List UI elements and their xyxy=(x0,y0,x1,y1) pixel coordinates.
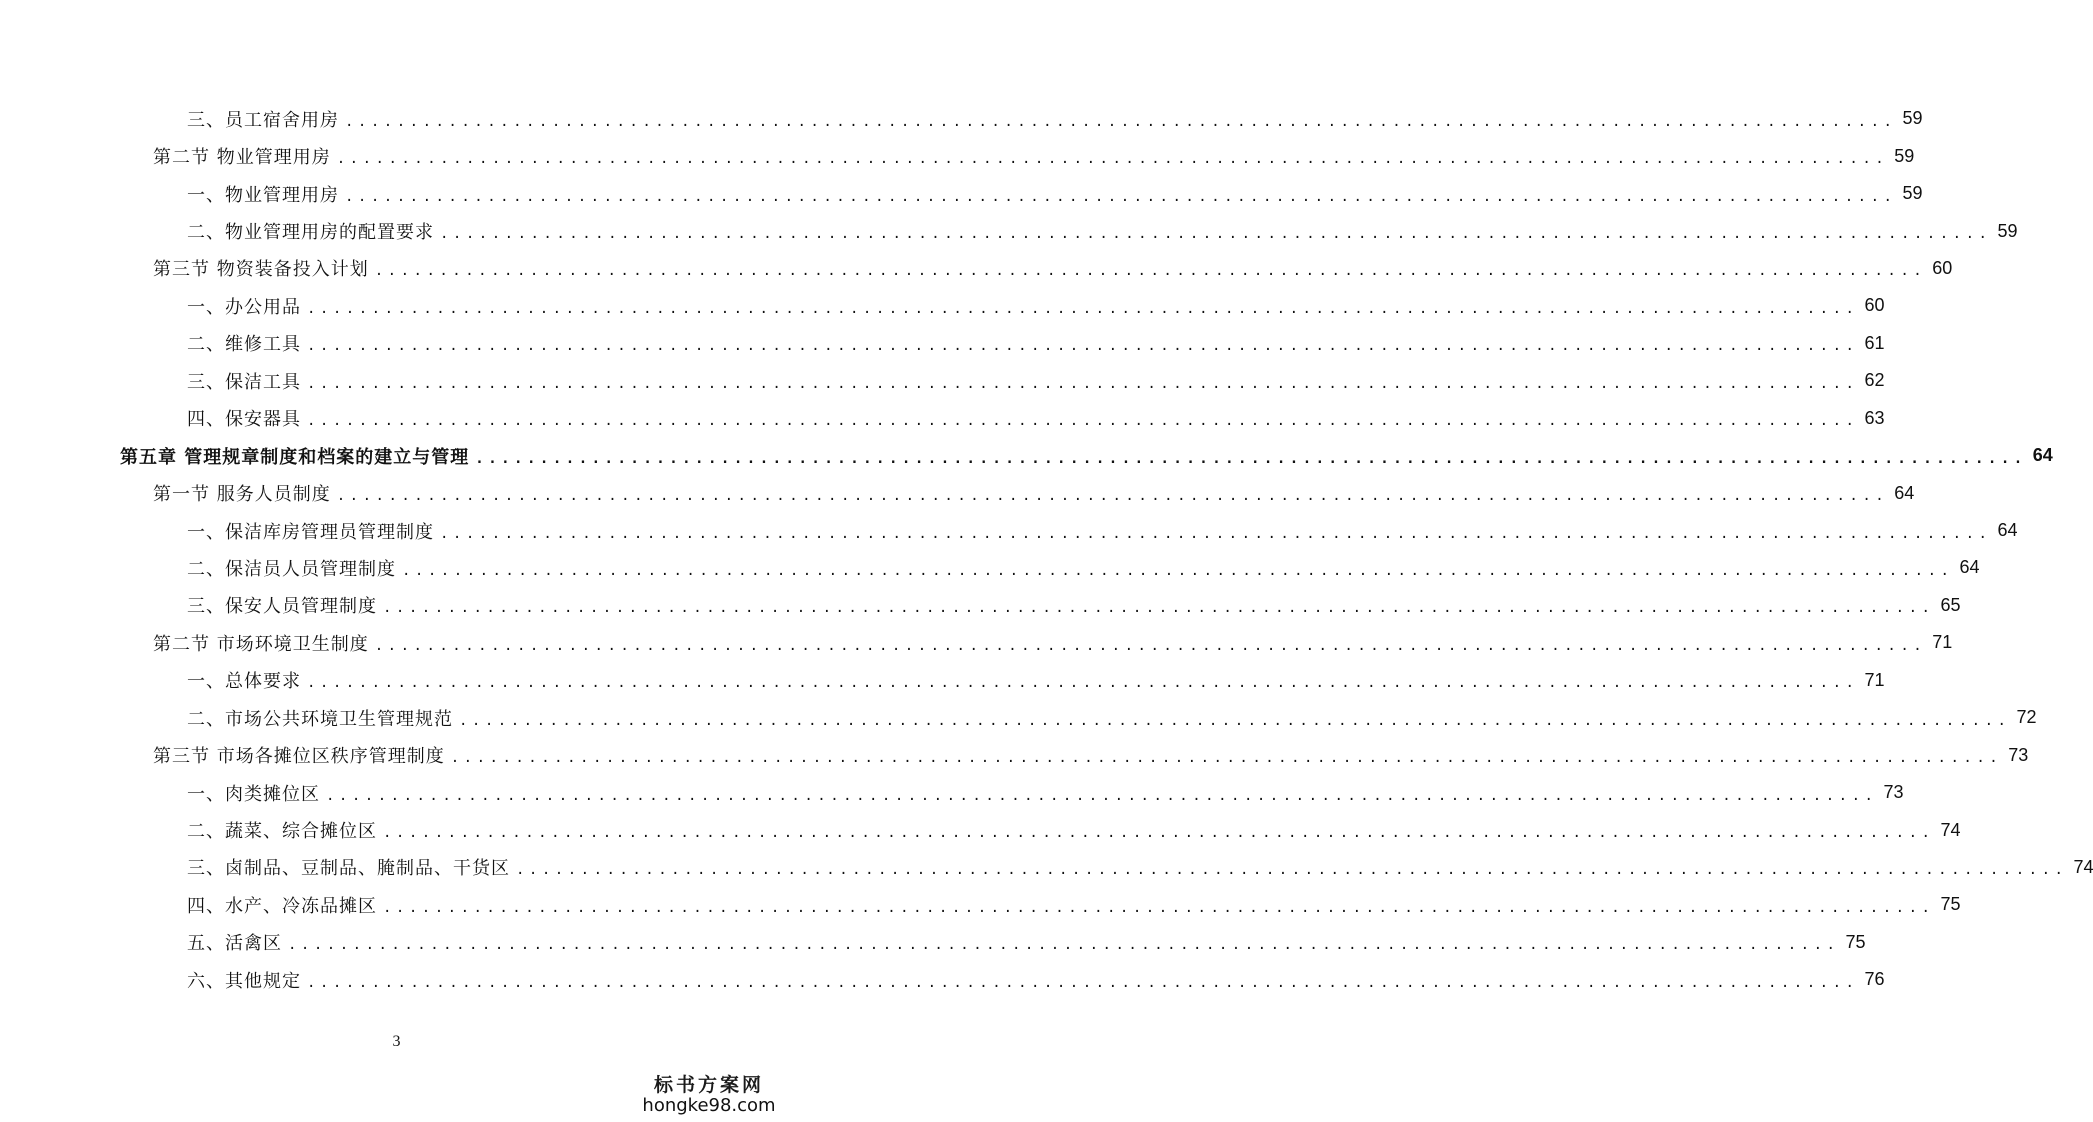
toc-leader-dots: ........................................................................................................................ xyxy=(440,525,1992,542)
toc-leader-dots: ........................................................................................................................ xyxy=(383,825,1935,842)
toc-entry[interactable] xyxy=(0,699,2037,736)
toc-entry[interactable] xyxy=(0,774,1904,811)
toc-entry-title: 三、保洁工具 xyxy=(187,371,301,393)
toc-leader-dots: ........................................................................................................................ xyxy=(440,226,1992,243)
toc-leader-dots: ........................................................................................................................ xyxy=(336,488,1889,505)
watermark-name: 标书方案网 xyxy=(653,1074,764,1096)
toc-entry-page: 74 xyxy=(2073,856,2093,877)
toc-leader-dots: ........................................................................................................................ xyxy=(288,937,1840,954)
toc-entry-title: 六、其他规定 xyxy=(187,970,301,992)
toc-entry-page: 71 xyxy=(1932,632,1953,653)
toc-entry-page: 64 xyxy=(2032,445,2053,466)
toc-entry-title: 二、市场公共环境卫生管理规范 xyxy=(187,708,453,730)
toc-entry-page: 64 xyxy=(1894,482,1915,503)
toc-leader-dots: ........................................................................................................................ xyxy=(374,637,1927,654)
toc-leader-dots: ........................................................................................................................ xyxy=(374,263,1927,280)
toc-leader-dots: ........................................................................................................................ xyxy=(307,675,1859,692)
toc-entry-page: 63 xyxy=(1864,407,1885,428)
toc-entry-title: 一、总体要求 xyxy=(187,671,301,693)
table-of-contents xyxy=(0,100,2093,999)
toc-entry-title: 四、水产、冷冻品摊区 xyxy=(187,895,377,917)
toc-entry-title: 一、肉类摊位区 xyxy=(187,783,320,805)
toc-entry-page: 76 xyxy=(1864,969,1885,990)
toc-entry-title: 第三节 物资装备投入计划 xyxy=(153,259,369,281)
toc-entry-title: 第二节 物业管理用房 xyxy=(153,147,331,169)
toc-leader-dots: ........................................................................................................................ xyxy=(307,413,1859,430)
toc-entry[interactable] xyxy=(0,137,1915,174)
toc-entry[interactable] xyxy=(0,886,1961,923)
toc-leader-dots: ........................................................................................................................ xyxy=(383,899,1935,916)
toc-leader-dots: ........................................................................................................................ xyxy=(402,562,1954,579)
toc-leader-dots: ........................................................................................................................ xyxy=(307,974,1859,991)
toc-entry[interactable] xyxy=(0,250,1953,287)
toc-entry-title: 四、保安器具 xyxy=(187,409,301,431)
toc-entry[interactable] xyxy=(0,811,1961,848)
toc-entry-title: 第三节 市场各摊位区秩序管理制度 xyxy=(153,746,445,768)
toc-entry-title: 第二节 市场环境卫生制度 xyxy=(153,633,369,655)
toc-entry-page: 59 xyxy=(1902,183,1923,204)
toc-entry-page: 62 xyxy=(1864,370,1885,391)
toc-entry[interactable] xyxy=(0,175,1923,212)
toc-entry-page: 59 xyxy=(1902,108,1923,129)
toc-entry-title: 三、卤制品、豆制品、腌制品、干货区 xyxy=(187,858,510,880)
toc-entry[interactable] xyxy=(0,287,1885,324)
toc-entry[interactable] xyxy=(0,924,1866,961)
toc-entry[interactable] xyxy=(0,549,1980,586)
toc-entry-title: 五、活禽区 xyxy=(187,933,282,955)
toc-entry-page: 60 xyxy=(1932,257,1953,278)
toc-entry-title: 第五章 管理规章制度和档案的建立与管理 xyxy=(120,446,470,468)
toc-entry[interactable] xyxy=(0,736,2029,773)
toc-leader-dots: ........................................................................................................................ xyxy=(307,300,1859,317)
toc-entry[interactable] xyxy=(0,362,1885,399)
toc-entry-page: 59 xyxy=(1894,145,1915,166)
toc-leader-dots: ........................................................................................................................ xyxy=(345,113,1897,130)
toc-entry-page: 65 xyxy=(1940,594,1961,615)
toc-entry-page: 59 xyxy=(1997,220,2018,241)
toc-entry-page: 64 xyxy=(1959,557,1980,578)
page-number: 3 xyxy=(392,1033,401,1050)
toc-entry-title: 二、物业管理用房的配置要求 xyxy=(187,222,434,244)
toc-entry[interactable] xyxy=(0,849,2093,886)
toc-entry-page: 72 xyxy=(2016,707,2037,728)
toc-entry-page: 64 xyxy=(1997,520,2018,541)
site-watermark xyxy=(639,1070,779,1116)
toc-entry[interactable] xyxy=(0,100,1923,137)
toc-leader-dots: ........................................................................................................................ xyxy=(307,338,1859,355)
toc-entry[interactable] xyxy=(0,512,2018,549)
toc-entry-title: 二、保洁员人员管理制度 xyxy=(187,558,396,580)
toc-entry-page: 73 xyxy=(2008,744,2029,765)
toc-leader-dots: ........................................................................................................................ xyxy=(345,188,1897,205)
toc-entry-title: 一、办公用品 xyxy=(187,296,301,318)
watermark-url: hongke98.com xyxy=(642,1095,776,1116)
toc-entry-page: 73 xyxy=(1883,782,1904,803)
toc-entry-title: 第一节 服务人员制度 xyxy=(153,484,331,506)
toc-entry-page: 60 xyxy=(1864,295,1885,316)
toc-entry-title: 二、蔬菜、综合摊位区 xyxy=(187,821,377,843)
toc-leader-dots: ........................................................................................................................ xyxy=(516,862,2068,879)
toc-entry[interactable] xyxy=(0,961,1885,998)
toc-entry[interactable] xyxy=(0,400,1885,437)
toc-leader-dots: ........................................................................................................................ xyxy=(307,375,1859,392)
toc-leader-dots: ........................................................................................................................ xyxy=(450,750,2003,767)
toc-leader-dots: ........................................................................................................................ xyxy=(383,600,1935,617)
toc-entry[interactable] xyxy=(0,624,1953,661)
toc-entry-page: 74 xyxy=(1940,819,1961,840)
toc-entry[interactable] xyxy=(0,662,1885,699)
toc-entry-title: 一、保洁库房管理员管理制度 xyxy=(187,521,434,543)
toc-entry[interactable] xyxy=(0,212,2018,249)
toc-entry-page: 75 xyxy=(1845,931,1866,952)
toc-entry-page: 61 xyxy=(1864,332,1885,353)
toc-entry-title: 三、保安人员管理制度 xyxy=(187,596,377,618)
toc-leader-dots: ........................................................................................................................ xyxy=(326,787,1878,804)
toc-leader-dots: ........................................................................................................................ xyxy=(336,151,1889,168)
toc-entry-title: 二、维修工具 xyxy=(187,334,301,356)
toc-entry[interactable] xyxy=(0,437,2053,474)
toc-entry[interactable] xyxy=(0,325,1885,362)
toc-entry-page: 71 xyxy=(1864,669,1885,690)
toc-entry[interactable] xyxy=(0,474,1915,511)
toc-entry-page: 75 xyxy=(1940,894,1961,915)
toc-leader-dots: ........................................................................................................................ xyxy=(459,712,2011,729)
toc-entry-title: 一、物业管理用房 xyxy=(187,184,339,206)
toc-entry-title: 三、员工宿舍用房 xyxy=(187,109,339,131)
toc-leader-dots: ........................................................................................................................ xyxy=(475,450,2027,467)
toc-entry[interactable] xyxy=(0,587,1961,624)
